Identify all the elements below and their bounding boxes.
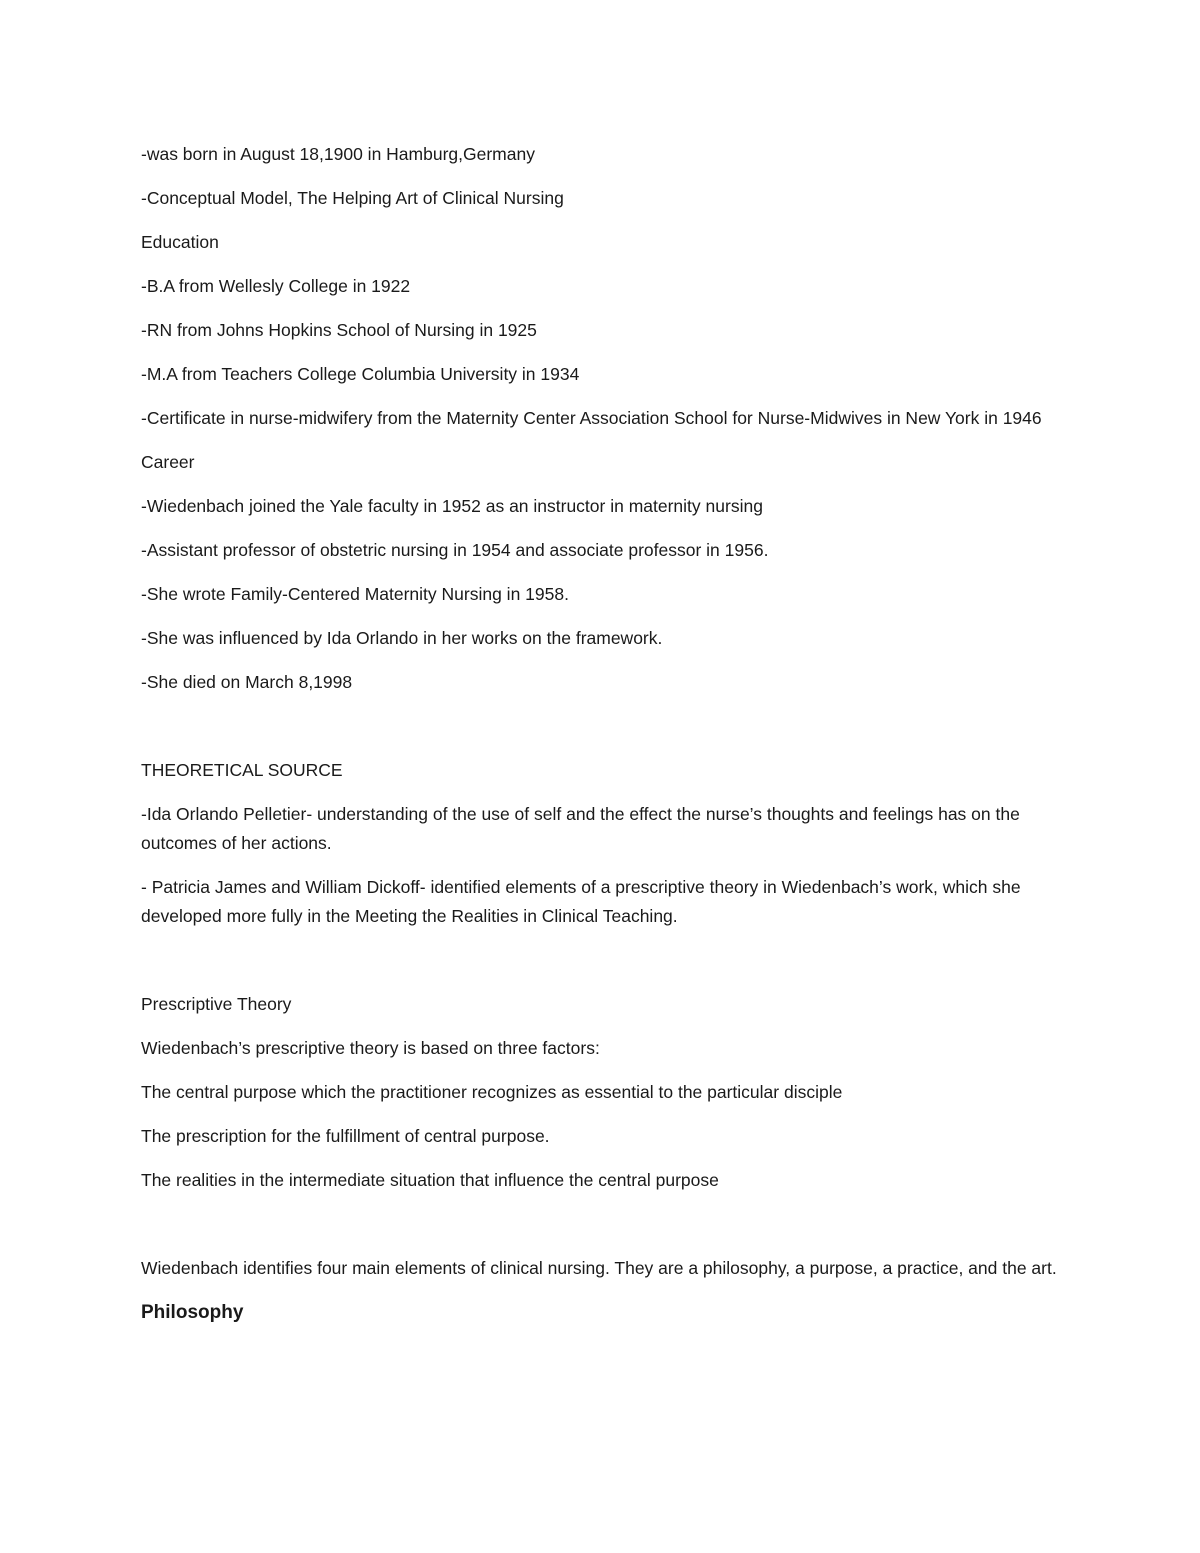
career-item: -She wrote Family-Centered Maternity Nursing in 1958.	[141, 584, 569, 604]
document-page	[141, 140, 1061, 1342]
prescriptive-item: The realities in the intermediate situation that influence the central purpose	[141, 1170, 719, 1190]
intro-birth: -was born in August 18,1900 in Hamburg,Germany	[141, 144, 535, 164]
spacer	[141, 712, 1061, 756]
prescriptive-heading: Prescriptive Theory	[141, 994, 292, 1014]
education-item: -RN from Johns Hopkins School of Nursing in 1925	[141, 320, 537, 340]
theoretical-heading: THEORETICAL SOURCE	[141, 760, 343, 780]
philosophy-heading: Philosophy	[141, 1302, 244, 1323]
career-heading: Career	[141, 452, 195, 472]
elements-paragraph: Wiedenbach identifies four main elements of clinical nursing. They are a philosophy, a purpose, a practice, and the art.	[141, 1258, 1057, 1278]
theoretical-item: - Patricia James and William Dickoff- identified elements of a prescriptive theory in Wiedenbach’s work, which she developed more fully in the Meeting the Realities in Clinical Teaching.	[141, 877, 1021, 926]
career-item: -Wiedenbach joined the Yale faculty in 1952 as an instructor in maternity nursing	[141, 496, 763, 516]
career-item: -She was influenced by Ida Orlando in her works on the framework.	[141, 628, 663, 648]
career-item: -She died on March 8,1998	[141, 672, 353, 692]
education-heading: Education	[141, 232, 219, 252]
spacer	[141, 946, 1061, 990]
prescriptive-item: The prescription for the fulfillment of central purpose.	[141, 1126, 550, 1146]
theoretical-item: -Ida Orlando Pelletier- understanding of the use of self and the effect the nurse’s thoughts and feelings has on the outcomes of her actions.	[141, 804, 1020, 853]
education-item: -B.A from Wellesly College in 1922	[141, 276, 411, 296]
intro-model: -Conceptual Model, The Helping Art of Clinical Nursing	[141, 188, 564, 208]
education-item: -Certificate in nurse-midwifery from the Maternity Center Association School for Nurse-Midwives in New York in 1946	[141, 408, 1042, 428]
career-item: -Assistant professor of obstetric nursing in 1954 and associate professor in 1956.	[141, 540, 769, 560]
education-item: -M.A from Teachers College Columbia University in 1934	[141, 364, 580, 384]
prescriptive-item: The central purpose which the practitioner recognizes as essential to the particular disciple	[141, 1082, 843, 1102]
prescriptive-item: Wiedenbach’s prescriptive theory is based on three factors:	[141, 1038, 600, 1058]
spacer	[141, 1210, 1061, 1254]
